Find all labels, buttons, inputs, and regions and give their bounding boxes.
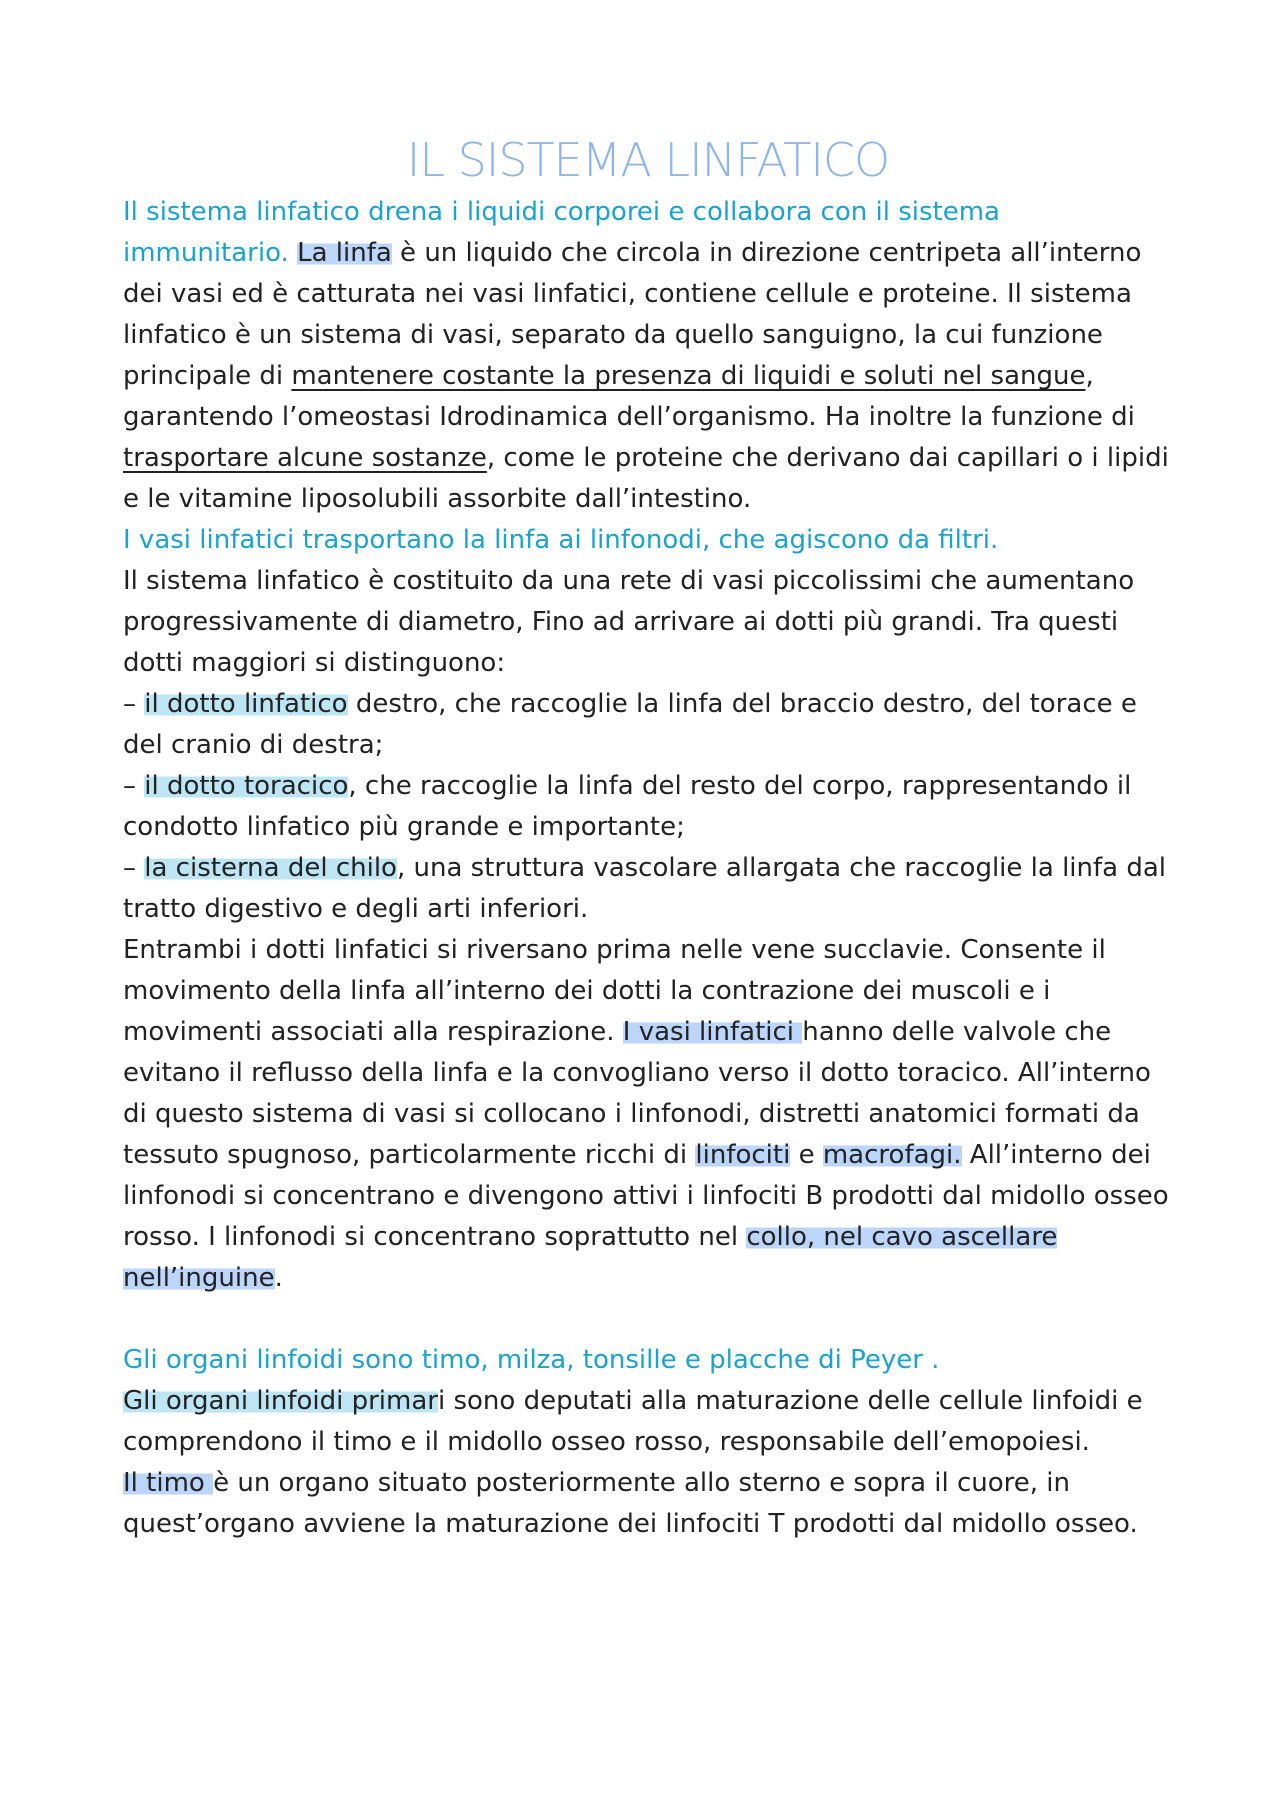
- highlight-cisterna-chilo: la cisterna del chilo: [144, 853, 397, 883]
- highlight-vasi-linfatici: I vasi linfatici: [622, 1017, 803, 1047]
- paragraph-organi-primari: Gli organi linfoidi primari sono deputati alla maturazione delle cellule linfoidi e comprendono il timo e il midollo osseo rosso, responsabile dell’emopoiesi.: [123, 1386, 1143, 1457]
- highlight-linfociti: linfociti: [695, 1140, 791, 1170]
- paragraph-gap: [123, 1299, 1173, 1340]
- paragraph-rete-vasi: Il sistema linfatico è costituito da una rete di vasi piccolissimi che aumentano progressivamente di diametro, Fino ad arrivare ai dotti più grandi. Tra questi dotti maggiori si distinguono:: [123, 566, 1135, 678]
- paragraph-linfonodi-filtri: I vasi linfatici trasportano la linfa ai linfonodi, che agiscono da filtri.: [123, 525, 999, 555]
- document-page: [123, 130, 1173, 1545]
- paragraph-timo: Il timo è un organo situato posteriormente allo sterno e sopra il cuore, in quest’organo avviene la maturazione dei linfociti T prodotti dal midollo osseo.: [123, 1468, 1138, 1539]
- list-item-dotto-linfatico: – il dotto linfatico destro, che raccoglie la linfa del braccio destro, del torace e del cranio di destra;: [123, 689, 1137, 760]
- highlight-il-timo: Il timo: [123, 1468, 214, 1498]
- page-title: IL SISTEMA LINFATICO: [406, 133, 890, 187]
- underline-trasportare: trasportare alcune sostanze: [123, 443, 487, 473]
- intro-lead: Il sistema linfatico drena i liquidi corporei e collabora con il sistema immunitario.: [123, 197, 1000, 268]
- paragraph-organi-linfoidi: Gli organi linfoidi sono timo, milza, tonsille e placche di Peyer .: [123, 1345, 940, 1375]
- highlight-la-linfa: La linfa: [297, 238, 392, 268]
- highlight-collo-cavo: collo, nel cavo ascellare nell’inguine: [123, 1222, 1058, 1293]
- underline-mantenere: mantenere costante la presenza di liquidi e soluti nel sangue: [291, 361, 1086, 391]
- list-item-cisterna-chilo: – la cisterna del chilo, una struttura vascolare allargata che raccoglie la linfa dal tratto digestivo e degli arti inferiori.: [123, 853, 1167, 924]
- highlight-dotto-toracico: il dotto toracico: [144, 771, 349, 801]
- highlight-organi-primari: Gli organi linfoidi primar: [123, 1386, 438, 1416]
- paragraph-intro: Il sistema linfatico drena i liquidi corporei e collabora con il sistema immunitario. La linfa è un liquido che circola in direzione centripeta all’interno dei vasi ed è catturata nei vasi linfatici, contiene cellule e proteine. Il sistema linfatico è un sistema di vasi, separato da quello sanguigno, la cui funzione principale di mantenere costante la presenza di liquidi e soluti nel sangue, garantendo l’omeostasi Idrodinamica dell’organismo. Ha inoltre la funzione di trasportare alcune sostanze, come le proteine che derivano dai capillari o i lipidi e le vitamine liposolubili assorbite dall’intestino.: [123, 197, 1169, 514]
- paragraph-dotti-linfatici: Entrambi i dotti linfatici si riversano prima nelle vene succlavie. Consente il movimento della linfa all’interno dei dotti la contrazione dei muscoli e i movimenti associati alla respirazione. I vasi linfatici hanno delle valvole che evitano il reflusso della linfa e la convogliano verso il dotto toracico. All’interno di questo sistema di vasi si collocano i linfonodi, distretti anatomici formati da tessuto spugnoso, particolarmente ricchi di linfociti e macrofagi. All’interno dei linfonodi si concentrano e divengono attivi i linfociti B prodotti dal midollo osseo rosso. I linfonodi si concentrano soprattutto nel collo, nel cavo ascellare nell’inguine.: [123, 935, 1169, 1293]
- highlight-dotto-linfatico: il dotto linfatico: [144, 689, 348, 719]
- highlight-macrofagi: macrofagi.: [822, 1140, 962, 1170]
- list-item-dotto-toracico: – il dotto toracico, che raccoglie la linfa del resto del corpo, rappresentando il condotto linfatico più grande e importante;: [123, 771, 1132, 842]
